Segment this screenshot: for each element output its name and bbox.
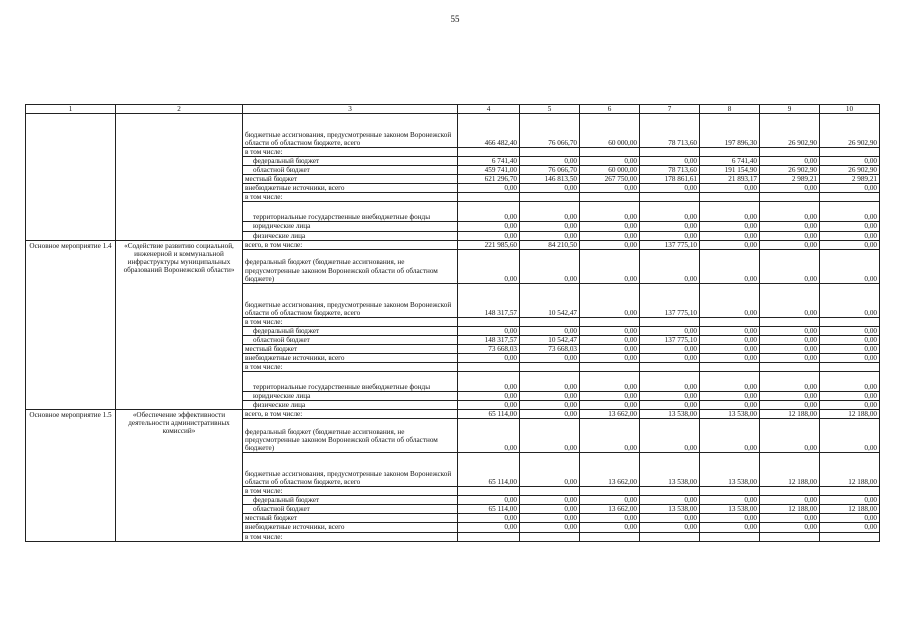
header-cell: 1 bbox=[26, 105, 116, 114]
amount-cell: 267 750,00 bbox=[580, 175, 640, 184]
funding-source-label: бюджетные ассигнования, предусмотренные законом Воронежской области об областном бюджете, всего bbox=[243, 114, 458, 148]
amount-cell: 0,00 bbox=[458, 372, 520, 392]
amount-cell: 21 893,17 bbox=[700, 175, 760, 184]
amount-cell bbox=[520, 487, 580, 496]
amount-cell: 137 775,10 bbox=[640, 240, 700, 249]
amount-cell: 0,00 bbox=[520, 326, 580, 335]
amount-cell: 221 985,60 bbox=[458, 240, 520, 249]
amount-cell: 60 000,00 bbox=[580, 114, 640, 148]
amount-cell bbox=[580, 487, 640, 496]
amount-cell: 0,00 bbox=[760, 222, 820, 231]
header-cell: 5 bbox=[520, 105, 580, 114]
funding-source-label: территориальные государственные внебюджетные фонды bbox=[243, 372, 458, 392]
amount-cell: 65 114,00 bbox=[458, 453, 520, 487]
amount-cell: 137 775,10 bbox=[640, 335, 700, 344]
amount-cell: 84 210,50 bbox=[520, 240, 580, 249]
amount-cell: 13 662,00 bbox=[580, 453, 640, 487]
header-cell: 8 bbox=[700, 105, 760, 114]
amount-cell: 13 538,00 bbox=[640, 505, 700, 514]
amount-cell: 0,00 bbox=[640, 353, 700, 362]
amount-cell: 76 066,70 bbox=[520, 166, 580, 175]
amount-cell: 12 188,00 bbox=[820, 453, 880, 487]
amount-cell: 0,00 bbox=[820, 184, 880, 193]
amount-cell: 0,00 bbox=[760, 392, 820, 401]
amount-cell: 0,00 bbox=[820, 157, 880, 166]
amount-cell: 0,00 bbox=[820, 283, 880, 317]
funding-source-label: в том числе: bbox=[243, 532, 458, 541]
amount-cell: 0,00 bbox=[580, 419, 640, 453]
amount-cell: 78 713,60 bbox=[640, 166, 700, 175]
amount-cell bbox=[700, 362, 760, 371]
amount-cell: 0,00 bbox=[580, 335, 640, 344]
amount-cell: 0,00 bbox=[458, 222, 520, 231]
amount-cell: 0,00 bbox=[760, 184, 820, 193]
amount-cell: 2 989,21 bbox=[760, 175, 820, 184]
activity-title-cell: «Обеспечение эффективности деятельности административных комиссий» bbox=[116, 410, 243, 541]
amount-cell: 0,00 bbox=[458, 496, 520, 505]
amount-cell bbox=[580, 317, 640, 326]
funding-source-label: физические лица bbox=[243, 401, 458, 410]
activity-title-cell: «Содействие развитию социальной, инженерной и коммунальной инфраструктуры муниципальных образований Воронежской области» bbox=[116, 240, 243, 410]
amount-cell: 0,00 bbox=[640, 372, 700, 392]
amount-cell: 0,00 bbox=[760, 496, 820, 505]
amount-cell bbox=[640, 362, 700, 371]
funding-source-label: федеральный бюджет bbox=[243, 326, 458, 335]
amount-cell bbox=[580, 193, 640, 202]
amount-cell: 76 066,70 bbox=[520, 114, 580, 148]
amount-cell bbox=[458, 148, 520, 157]
amount-cell: 0,00 bbox=[458, 202, 520, 222]
amount-cell: 0,00 bbox=[640, 401, 700, 410]
amount-cell: 0,00 bbox=[820, 326, 880, 335]
amount-cell: 10 542,47 bbox=[520, 335, 580, 344]
amount-cell: 13 538,00 bbox=[640, 453, 700, 487]
amount-cell: 0,00 bbox=[458, 231, 520, 240]
funding-source-label: местный бюджет bbox=[243, 175, 458, 184]
funding-source-label: в том числе: bbox=[243, 148, 458, 157]
amount-cell: 0,00 bbox=[820, 401, 880, 410]
funding-source-label: областной бюджет bbox=[243, 166, 458, 175]
amount-cell: 0,00 bbox=[640, 249, 700, 283]
amount-cell: 78 713,60 bbox=[640, 114, 700, 148]
amount-cell: 0,00 bbox=[580, 231, 640, 240]
amount-cell: 65 114,00 bbox=[458, 410, 520, 419]
amount-cell bbox=[820, 532, 880, 541]
amount-cell: 0,00 bbox=[580, 344, 640, 353]
amount-cell: 0,00 bbox=[760, 249, 820, 283]
amount-cell: 0,00 bbox=[580, 326, 640, 335]
table-row bbox=[26, 114, 880, 148]
amount-cell bbox=[760, 193, 820, 202]
amount-cell: 0,00 bbox=[820, 249, 880, 283]
amount-cell: 0,00 bbox=[700, 496, 760, 505]
amount-cell: 459 741,00 bbox=[458, 166, 520, 175]
amount-cell: 0,00 bbox=[520, 353, 580, 362]
amount-cell: 0,00 bbox=[640, 184, 700, 193]
amount-cell bbox=[458, 487, 520, 496]
amount-cell: 0,00 bbox=[760, 283, 820, 317]
funding-source-label: физические лица bbox=[243, 231, 458, 240]
amount-cell bbox=[760, 148, 820, 157]
amount-cell: 0,00 bbox=[820, 392, 880, 401]
amount-cell bbox=[640, 148, 700, 157]
amount-cell: 2 989,21 bbox=[820, 175, 880, 184]
amount-cell: 0,00 bbox=[820, 523, 880, 532]
amount-cell bbox=[760, 487, 820, 496]
amount-cell: 0,00 bbox=[640, 157, 700, 166]
amount-cell: 0,00 bbox=[760, 344, 820, 353]
amount-cell: 0,00 bbox=[760, 419, 820, 453]
amount-cell: 65 114,00 bbox=[458, 505, 520, 514]
activity-code-cell bbox=[26, 114, 116, 241]
amount-cell: 10 542,47 bbox=[520, 283, 580, 317]
funding-source-label: внебюджетные источники, всего bbox=[243, 353, 458, 362]
amount-cell: 0,00 bbox=[520, 514, 580, 523]
amount-cell bbox=[820, 317, 880, 326]
amount-cell: 0,00 bbox=[640, 326, 700, 335]
amount-cell: 0,00 bbox=[820, 372, 880, 392]
amount-cell: 0,00 bbox=[700, 392, 760, 401]
amount-cell: 26 902,90 bbox=[820, 166, 880, 175]
amount-cell: 0,00 bbox=[640, 344, 700, 353]
amount-cell: 0,00 bbox=[458, 353, 520, 362]
amount-cell: 0,00 bbox=[580, 353, 640, 362]
amount-cell: 191 154,90 bbox=[700, 166, 760, 175]
amount-cell: 0,00 bbox=[580, 240, 640, 249]
amount-cell bbox=[458, 193, 520, 202]
activity-title-cell bbox=[116, 114, 243, 241]
amount-cell bbox=[760, 532, 820, 541]
amount-cell: 12 188,00 bbox=[820, 505, 880, 514]
amount-cell bbox=[580, 148, 640, 157]
amount-cell: 0,00 bbox=[760, 202, 820, 222]
funding-source-label: бюджетные ассигнования, предусмотренные законом Воронежской области об областном бюджете, всего bbox=[243, 453, 458, 487]
amount-cell: 0,00 bbox=[520, 523, 580, 532]
amount-cell bbox=[700, 487, 760, 496]
funding-source-label: областной бюджет bbox=[243, 335, 458, 344]
amount-cell: 0,00 bbox=[520, 222, 580, 231]
amount-cell bbox=[760, 362, 820, 371]
amount-cell: 0,00 bbox=[820, 335, 880, 344]
amount-cell bbox=[520, 148, 580, 157]
amount-cell bbox=[640, 193, 700, 202]
amount-cell: 0,00 bbox=[820, 496, 880, 505]
header-cell: 9 bbox=[760, 105, 820, 114]
amount-cell: 13 538,00 bbox=[700, 453, 760, 487]
amount-cell: 0,00 bbox=[700, 283, 760, 317]
amount-cell: 0,00 bbox=[520, 505, 580, 514]
funding-source-label: в том числе: bbox=[243, 317, 458, 326]
amount-cell: 148 317,57 bbox=[458, 283, 520, 317]
amount-cell: 0,00 bbox=[820, 344, 880, 353]
amount-cell: 0,00 bbox=[458, 514, 520, 523]
amount-cell: 26 902,90 bbox=[820, 114, 880, 148]
amount-cell: 0,00 bbox=[640, 523, 700, 532]
amount-cell: 0,00 bbox=[760, 523, 820, 532]
activity-code-cell: Основное мероприятие 1.4 bbox=[26, 240, 116, 410]
funding-source-label: всего, в том числе: bbox=[243, 410, 458, 419]
amount-cell: 0,00 bbox=[700, 249, 760, 283]
amount-cell: 0,00 bbox=[640, 231, 700, 240]
header-cell: 6 bbox=[580, 105, 640, 114]
header-cell: 2 bbox=[116, 105, 243, 114]
amount-cell: 0,00 bbox=[640, 392, 700, 401]
amount-cell: 0,00 bbox=[700, 523, 760, 532]
amount-cell: 0,00 bbox=[580, 392, 640, 401]
amount-cell: 0,00 bbox=[820, 419, 880, 453]
amount-cell: 0,00 bbox=[700, 353, 760, 362]
amount-cell bbox=[820, 193, 880, 202]
amount-cell: 0,00 bbox=[760, 401, 820, 410]
amount-cell: 0,00 bbox=[520, 453, 580, 487]
amount-cell: 0,00 bbox=[760, 353, 820, 362]
amount-cell: 0,00 bbox=[700, 344, 760, 353]
amount-cell: 0,00 bbox=[760, 326, 820, 335]
amount-cell: 0,00 bbox=[820, 514, 880, 523]
amount-cell: 0,00 bbox=[640, 514, 700, 523]
amount-cell bbox=[580, 362, 640, 371]
amount-cell: 146 813,50 bbox=[520, 175, 580, 184]
amount-cell: 0,00 bbox=[700, 401, 760, 410]
amount-cell: 13 662,00 bbox=[580, 505, 640, 514]
funding-source-label: местный бюджет bbox=[243, 514, 458, 523]
amount-cell bbox=[700, 532, 760, 541]
amount-cell: 12 188,00 bbox=[760, 505, 820, 514]
amount-cell: 0,00 bbox=[820, 231, 880, 240]
amount-cell: 73 668,03 bbox=[458, 344, 520, 353]
amount-cell bbox=[640, 487, 700, 496]
amount-cell: 0,00 bbox=[520, 401, 580, 410]
budget-table bbox=[25, 104, 880, 542]
header-cell: 4 bbox=[458, 105, 520, 114]
amount-cell: 26 902,90 bbox=[760, 114, 820, 148]
amount-cell bbox=[520, 362, 580, 371]
amount-cell: 0,00 bbox=[580, 372, 640, 392]
funding-source-label: юридические лица bbox=[243, 222, 458, 231]
amount-cell: 0,00 bbox=[820, 240, 880, 249]
amount-cell: 0,00 bbox=[458, 184, 520, 193]
funding-source-label: внебюджетные источники, всего bbox=[243, 184, 458, 193]
amount-cell: 12 188,00 bbox=[820, 410, 880, 419]
amount-cell: 0,00 bbox=[580, 249, 640, 283]
amount-cell: 0,00 bbox=[760, 335, 820, 344]
amount-cell: 0,00 bbox=[580, 157, 640, 166]
amount-cell: 0,00 bbox=[458, 249, 520, 283]
amount-cell: 0,00 bbox=[700, 231, 760, 240]
amount-cell: 0,00 bbox=[760, 157, 820, 166]
amount-cell: 0,00 bbox=[700, 222, 760, 231]
header-cell: 3 bbox=[243, 105, 458, 114]
amount-cell bbox=[700, 317, 760, 326]
amount-cell: 0,00 bbox=[520, 249, 580, 283]
amount-cell: 73 668,03 bbox=[520, 344, 580, 353]
funding-source-label: всего, в том числе: bbox=[243, 240, 458, 249]
amount-cell: 197 896,30 bbox=[700, 114, 760, 148]
amount-cell: 0,00 bbox=[700, 514, 760, 523]
header-cell: 7 bbox=[640, 105, 700, 114]
amount-cell: 13 538,00 bbox=[700, 410, 760, 419]
amount-cell: 0,00 bbox=[700, 240, 760, 249]
amount-cell bbox=[458, 532, 520, 541]
amount-cell: 0,00 bbox=[458, 326, 520, 335]
funding-source-label: в том числе: bbox=[243, 362, 458, 371]
amount-cell: 0,00 bbox=[580, 514, 640, 523]
table-row bbox=[26, 410, 880, 419]
amount-cell: 137 775,10 bbox=[640, 283, 700, 317]
amount-cell: 0,00 bbox=[458, 392, 520, 401]
amount-cell: 26 902,90 bbox=[760, 166, 820, 175]
funding-source-label: территориальные государственные внебюджетные фонды bbox=[243, 202, 458, 222]
funding-source-label: федеральный бюджет (бюджетные ассигнования, не предусмотренные законом Воронежской области об областном бюджете) bbox=[243, 249, 458, 283]
funding-source-label: областной бюджет bbox=[243, 505, 458, 514]
amount-cell: 0,00 bbox=[520, 410, 580, 419]
amount-cell: 0,00 bbox=[580, 401, 640, 410]
amount-cell bbox=[640, 317, 700, 326]
amount-cell: 12 188,00 bbox=[760, 410, 820, 419]
header-cell: 10 bbox=[820, 105, 880, 114]
amount-cell: 0,00 bbox=[820, 353, 880, 362]
funding-source-label: федеральный бюджет bbox=[243, 157, 458, 166]
amount-cell: 12 188,00 bbox=[760, 453, 820, 487]
amount-cell: 0,00 bbox=[640, 496, 700, 505]
amount-cell: 0,00 bbox=[700, 326, 760, 335]
amount-cell: 0,00 bbox=[520, 392, 580, 401]
amount-cell: 0,00 bbox=[580, 222, 640, 231]
amount-cell: 0,00 bbox=[580, 523, 640, 532]
amount-cell: 0,00 bbox=[458, 419, 520, 453]
amount-cell: 13 538,00 bbox=[640, 410, 700, 419]
amount-cell bbox=[700, 193, 760, 202]
amount-cell: 0,00 bbox=[520, 372, 580, 392]
funding-source-label: внебюджетные источники, всего bbox=[243, 523, 458, 532]
amount-cell: 0,00 bbox=[640, 222, 700, 231]
amount-cell: 0,00 bbox=[700, 335, 760, 344]
amount-cell: 0,00 bbox=[760, 240, 820, 249]
amount-cell: 0,00 bbox=[700, 419, 760, 453]
amount-cell bbox=[760, 317, 820, 326]
amount-cell: 0,00 bbox=[458, 523, 520, 532]
amount-cell: 0,00 bbox=[820, 202, 880, 222]
amount-cell: 0,00 bbox=[580, 184, 640, 193]
amount-cell: 0,00 bbox=[640, 202, 700, 222]
funding-source-label: федеральный бюджет (бюджетные ассигнования, не предусмотренные законом Воронежской области об областном бюджете) bbox=[243, 419, 458, 453]
amount-cell: 0,00 bbox=[520, 496, 580, 505]
funding-source-label: в том числе: bbox=[243, 487, 458, 496]
amount-cell bbox=[700, 148, 760, 157]
amount-cell: 6 741,40 bbox=[700, 157, 760, 166]
funding-source-label: местный бюджет bbox=[243, 344, 458, 353]
funding-source-label: бюджетные ассигнования, предусмотренные законом Воронежской области об областном бюджете, всего bbox=[243, 283, 458, 317]
amount-cell: 13 662,00 bbox=[580, 410, 640, 419]
funding-source-label: федеральный бюджет bbox=[243, 496, 458, 505]
amount-cell: 0,00 bbox=[700, 372, 760, 392]
amount-cell: 0,00 bbox=[700, 184, 760, 193]
amount-cell: 178 861,61 bbox=[640, 175, 700, 184]
amount-cell bbox=[640, 532, 700, 541]
amount-cell: 0,00 bbox=[520, 202, 580, 222]
table-row bbox=[26, 240, 880, 249]
amount-cell bbox=[520, 193, 580, 202]
amount-cell: 0,00 bbox=[700, 202, 760, 222]
activity-code-cell: Основное мероприятие 1.5 bbox=[26, 410, 116, 541]
amount-cell: 0,00 bbox=[580, 202, 640, 222]
amount-cell bbox=[520, 532, 580, 541]
amount-cell: 0,00 bbox=[458, 401, 520, 410]
amount-cell bbox=[820, 362, 880, 371]
amount-cell: 0,00 bbox=[760, 514, 820, 523]
header-row bbox=[26, 105, 880, 114]
amount-cell: 148 317,57 bbox=[458, 335, 520, 344]
amount-cell bbox=[820, 487, 880, 496]
amount-cell bbox=[458, 317, 520, 326]
amount-cell bbox=[820, 148, 880, 157]
amount-cell: 0,00 bbox=[760, 372, 820, 392]
amount-cell: 0,00 bbox=[520, 231, 580, 240]
amount-cell: 60 000,00 bbox=[580, 166, 640, 175]
amount-cell: 466 482,40 bbox=[458, 114, 520, 148]
amount-cell: 0,00 bbox=[760, 231, 820, 240]
amount-cell: 0,00 bbox=[520, 184, 580, 193]
amount-cell: 0,00 bbox=[520, 157, 580, 166]
amount-cell: 13 538,00 bbox=[700, 505, 760, 514]
amount-cell bbox=[520, 317, 580, 326]
amount-cell: 0,00 bbox=[520, 419, 580, 453]
funding-source-label: юридические лица bbox=[243, 392, 458, 401]
amount-cell: 0,00 bbox=[580, 496, 640, 505]
amount-cell: 6 741,40 bbox=[458, 157, 520, 166]
amount-cell: 0,00 bbox=[580, 283, 640, 317]
amount-cell: 0,00 bbox=[820, 222, 880, 231]
funding-source-label: в том числе: bbox=[243, 193, 458, 202]
amount-cell bbox=[580, 532, 640, 541]
amount-cell bbox=[458, 362, 520, 371]
amount-cell: 621 296,70 bbox=[458, 175, 520, 184]
page-number: 55 bbox=[450, 14, 460, 24]
amount-cell: 0,00 bbox=[640, 419, 700, 453]
